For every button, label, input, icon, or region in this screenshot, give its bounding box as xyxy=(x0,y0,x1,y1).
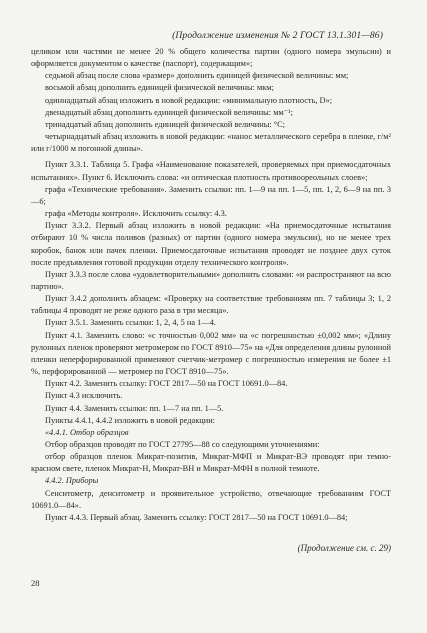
paragraph: отбор образцов пленок Микрат-позитив, Микрат-МФП и Микрат-ВЭ проводят при темно-красном свете, пленок Микрат-Н, Микрат-ВН и Микрат-МФН в полной темноте. xyxy=(31,452,391,474)
paragraph: четырнадцатый абзац изложить в новой редакции: «нанос металлического серебра в пленке, г/м² или г/1000 м погонной длины». xyxy=(31,132,391,154)
paragraph: Пункт 3.4.2 дополнить абзацем: «Проверку на соответствие требованиям пп. 7 таблицы 3; 1, 2 таблицы 4 проводят не реже одного раза в три месяца». xyxy=(31,294,391,316)
paragraph: Пункт 3.3.3 после слова «удовлетворительными» дополнить словами: «и распространяют на всю партию». xyxy=(31,269,391,291)
paragraph: графа «Методы контроля». Исключить ссылку: 4.3. xyxy=(45,209,227,219)
paragraph: Пункт 4.3 исключить. xyxy=(45,391,123,401)
paragraph: Пункт 4.4.3. Первый абзац. Заменить ссылку: ГОСТ 2817—50 на ГОСТ 10691.0—84; xyxy=(45,512,348,522)
paragraph: Пункт 3.3.2. Первый абзац изложить в новой редакции: «На приемосдаточные испытания отбирают 10 % числа поливов (разных) от партии (одного номера эмульсии), но не менее трех коробок, банок или пачек пленки. Приемосдаточные испытания проводят не позднее двух суток после предъявления готовой продукции отделу технического контроля». xyxy=(31,221,391,267)
paragraph: Пункт 4.1. Заменить слово: «с точностью 0,002 мм» на «с погрешностью ±0,002 мм»; «Длину рулонных пленок проверяют метромером по ГОСТ 8910—75» на «Для определения длины рулонной пленки неперфорированной применяют счетчик-метромер с погрешностью измерения не более ±1 %, перфорированной — метромер по ГОСТ 8910—75». xyxy=(31,330,391,377)
paragraph: Сенситометр, денситометр и проявительное устройство, отвечающие требованиям ГОСТ 10691.0—84». xyxy=(31,488,391,510)
section-heading: «4.4.1. Отбор образцов xyxy=(45,427,129,437)
paragraph: графа «Технические требования». Заменить ссылки: пп. 1—9 на пп. 1—5, пп. 1, 2, 6—9 на пп. 3—6; xyxy=(31,184,391,206)
document-body xyxy=(31,46,391,554)
paragraph: Пункт 3.5.1. Заменить ссылки: 1, 2, 4, 5 на 1—4. xyxy=(45,318,216,328)
paragraph: Пункт 4.4. Заменить ссылки: пп. 1—7 на пп. 1—5. xyxy=(45,403,224,413)
paragraph: одиннадцатый абзац изложить в новой редакции: «минимальную плотность, D»; xyxy=(45,95,333,105)
paragraph: седьмой абзац после слова «размер» дополнить единицей физической величины: мм; xyxy=(45,71,349,81)
paragraph: двенадцатый абзац дополнить единицей физической величины: мм⁻¹; xyxy=(45,107,293,117)
page-header: (Продолжение изменения № 2 ГОСТ 13.1.301—86) xyxy=(172,30,383,41)
page-number: 28 xyxy=(31,578,40,588)
paragraph: целиком или частями не менее 20 % общего количества партии (одного номера эмульсии) и оформляется документом о качестве (паспорт), содержащим»; xyxy=(31,47,391,69)
continuation-note: (Продолжение см. с. 29) xyxy=(297,543,391,554)
section-heading: 4.4.2. Приборы xyxy=(45,476,99,486)
paragraph: Отбор образцов проводят по ГОСТ 27795—88 со следующими уточнениями: xyxy=(45,440,320,449)
paragraph: Пункт 3.3.1. Таблица 5. Графа «Наименование показателей, проверяемых при приемосдаточных испытаниях». Пункт 6. Исключить слова: «и оптическая плотность противоореольных слоев»; xyxy=(31,160,391,182)
paragraph: Пункт 4.2. Заменить ссылку: ГОСТ 2817—50 на ГОСТ 10691.0—84. xyxy=(45,379,288,389)
paragraph: Пункты 4.4.1, 4.4.2 изложить в новой редакции: xyxy=(45,415,215,425)
paragraph: восьмой абзац дополнить единицей физической величины: мкм; xyxy=(45,83,274,93)
paragraph: тринадцатый абзац дополнить единицей физической величины: °С; xyxy=(45,119,285,129)
